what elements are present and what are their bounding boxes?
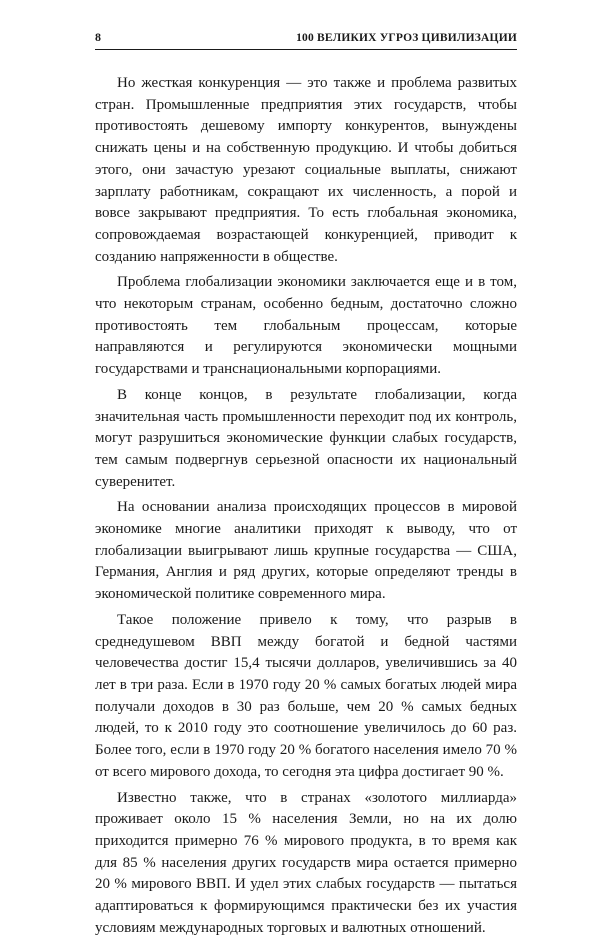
running-title: 100 ВЕЛИКИХ УГРОЗ ЦИВИЛИЗАЦИИ [296, 32, 517, 44]
running-head [95, 30, 517, 50]
book-page [95, 30, 517, 943]
page-number: 8 [95, 30, 102, 44]
body-text [95, 73, 517, 939]
paragraph: Известно также, что в странах «золотого миллиарда» проживает около 15 % населения Земли, но на их долю приходится примерно 76 % мирового продукта, в то время как для 85 % населения других государств мира остается примерно 20 % мирового ВВП. И удел этих слабых государств — пытаться адаптироваться к формирующимся практически без их участия условиям международных торговых и валютных отношений. [95, 789, 517, 936]
paragraph: Проблема глобализации экономики заключается еще и в том, что некоторым странам, особенно бедным, достаточно сложно противостоять тем глобальным процессам, которые направляются и регулируются экономически мощными государствами и транснациональными корпорациями. [95, 274, 517, 378]
paragraph: В конце концов, в результате глобализации, когда значительная часть промышленности переходит под их контроль, могут разрушиться экономические функции слабых государств, тем самым подвергнув серьезной опасности их национальный суверенитет. [95, 386, 517, 490]
paragraph: На основании анализа происходящих процессов в мировой экономике многие аналитики приходят к выводу, что от глобализации выигрывают лишь крупные государства — США, Германия, Англия и ряд других, которые определяют тренды в экономической политике современного мира. [95, 499, 517, 603]
paragraph: Но жесткая конкуренция — это также и проблема развитых стран. Промышленные предприятия этих государств, чтобы противостоять дешевому импорту конкурентов, вынуждены снижать цены и на собственную продукцию. И чтобы добиться этого, они зачастую урезают социальные выплаты, снижают зарплату работникам, сокращают их численность, а порой и вовсе закрывают предприятия. То есть глобальная экономика, сопровождаемая возрастающей конкуренцией, приводит к созданию напряженности в обществе. [95, 75, 517, 265]
paragraph: Такое положение привело к тому, что разрыв в среднедушевом ВВП между богатой и бедной частями человечества достиг 15,4 тысячи долларов, увеличившись за 40 лет в три раза. Если в 1970 году 20 % самых богатых людей мира получали доходов в 30 раз больше, чем 20 % самых бедных людей, то к 2010 году это соотношение увеличилось до 60 раз. Более того, если в 1970 году 20 % богатого населения имело 70 % от всего мирового дохода, то сегодня эта цифра достигает 90 %. [95, 611, 517, 780]
